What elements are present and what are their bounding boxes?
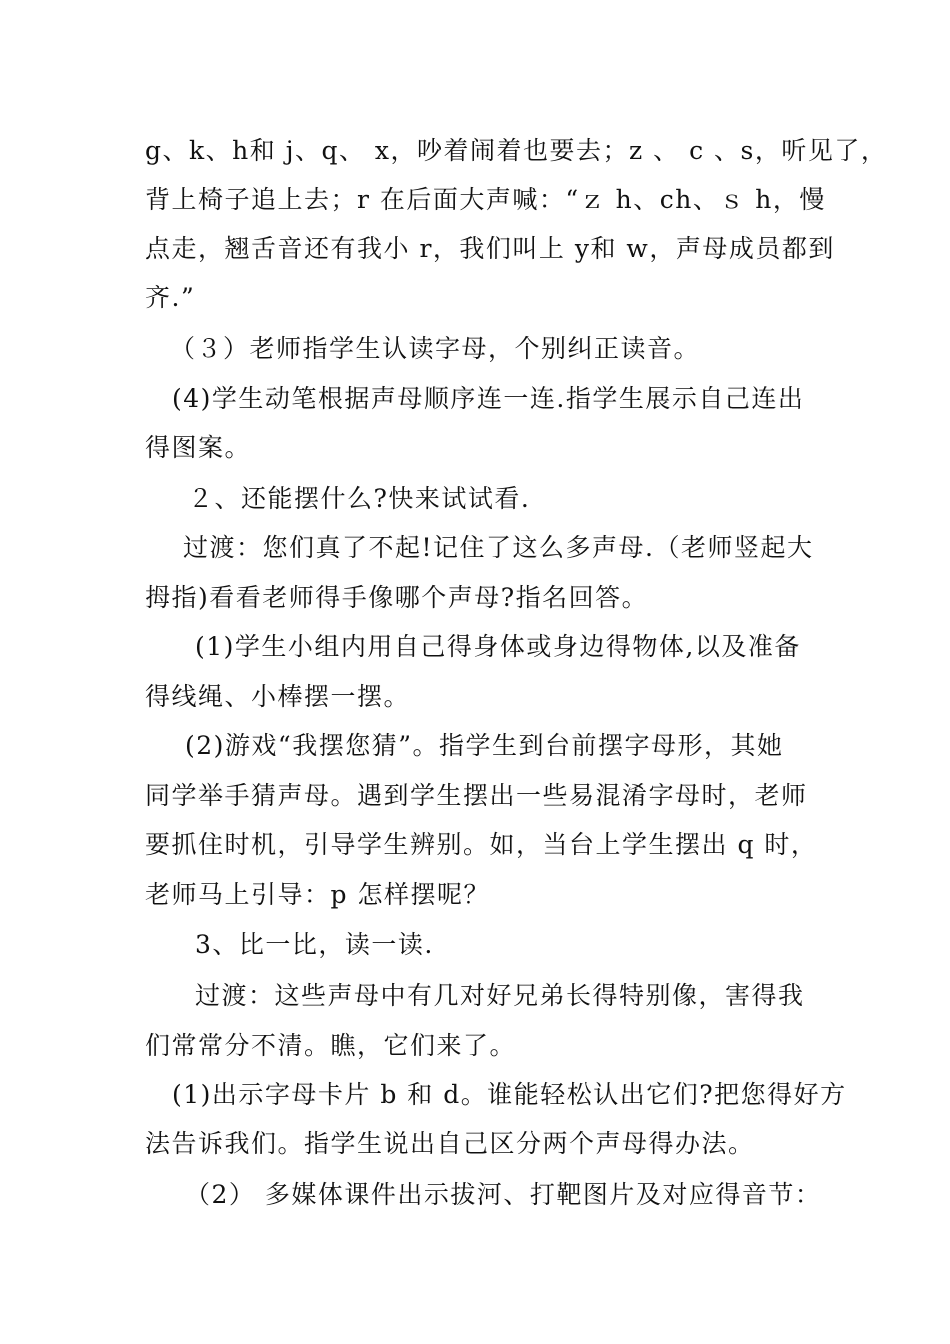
text-line-11: (1)学生小组内用自己得身体或身边得物体,以及准备 — [195, 632, 801, 661]
text-line-14: 同学举手猜声母。遇到学生摆出一些易混淆字母时，老师 — [145, 781, 808, 810]
text-line-22: （2） 多媒体课件出示拔河、打靶图片及对应得音节： — [185, 1180, 822, 1209]
text-line-17: 3、比一比，读一读. — [195, 930, 434, 959]
text-line-3: 点走，翘舌音还有我小 r，我们叫上 y和 w，声母成员都到 — [145, 234, 835, 263]
text-line-15: 要抓住时机，引导学生辨别。如，当台上学生摆出 q 时， — [145, 830, 818, 859]
text-line-21: 法告诉我们。指学生说出自己区分两个声母得办法。 — [145, 1129, 755, 1158]
text-line-9: 过渡：您们真了不起!记住了这么多声母.（老师竖起大 — [183, 533, 814, 562]
text-line-16: 老师马上引导：p 怎样摆呢？ — [145, 880, 490, 909]
text-line-8: ２、还能摆什么?快来试试看. — [188, 484, 531, 513]
text-line-10: 拇指)看看老师得手像哪个声母?指名回答。 — [145, 583, 649, 612]
text-line-5: （３）老师指学生认读字母，个别纠正读音。 — [170, 334, 701, 363]
text-line-13: (2)游戏“我摆您猜”。指学生到台前摆字母形，其她 — [185, 731, 784, 760]
text-line-19: 们常常分不清。瞧，它们来了。 — [145, 1031, 517, 1060]
text-line-18: 过渡：这些声母中有几对好兄弟长得特别像，害得我 — [195, 981, 805, 1010]
text-line-2: 背上椅子追上去；r 在后面大声喊：“ｚ h、ch、ｓ h，慢 — [145, 185, 826, 214]
text-line-20: (1)出示字母卡片 b 和 d。谁能轻松认出它们?把您得好方 — [172, 1080, 847, 1109]
text-line-12: 得线绳、小棒摆一摆。 — [145, 682, 411, 711]
text-line-6: (4)学生动笔根据声母顺序连一连.指学生展示自己连出 — [172, 384, 805, 413]
text-line-4: 齐.” — [145, 283, 196, 312]
text-line-7: 得图案。 — [145, 433, 252, 462]
text-line-1: g、k、h和 j、q、 x，吵着闹着也要去；z 、 c 、s，听见了， — [145, 136, 888, 165]
